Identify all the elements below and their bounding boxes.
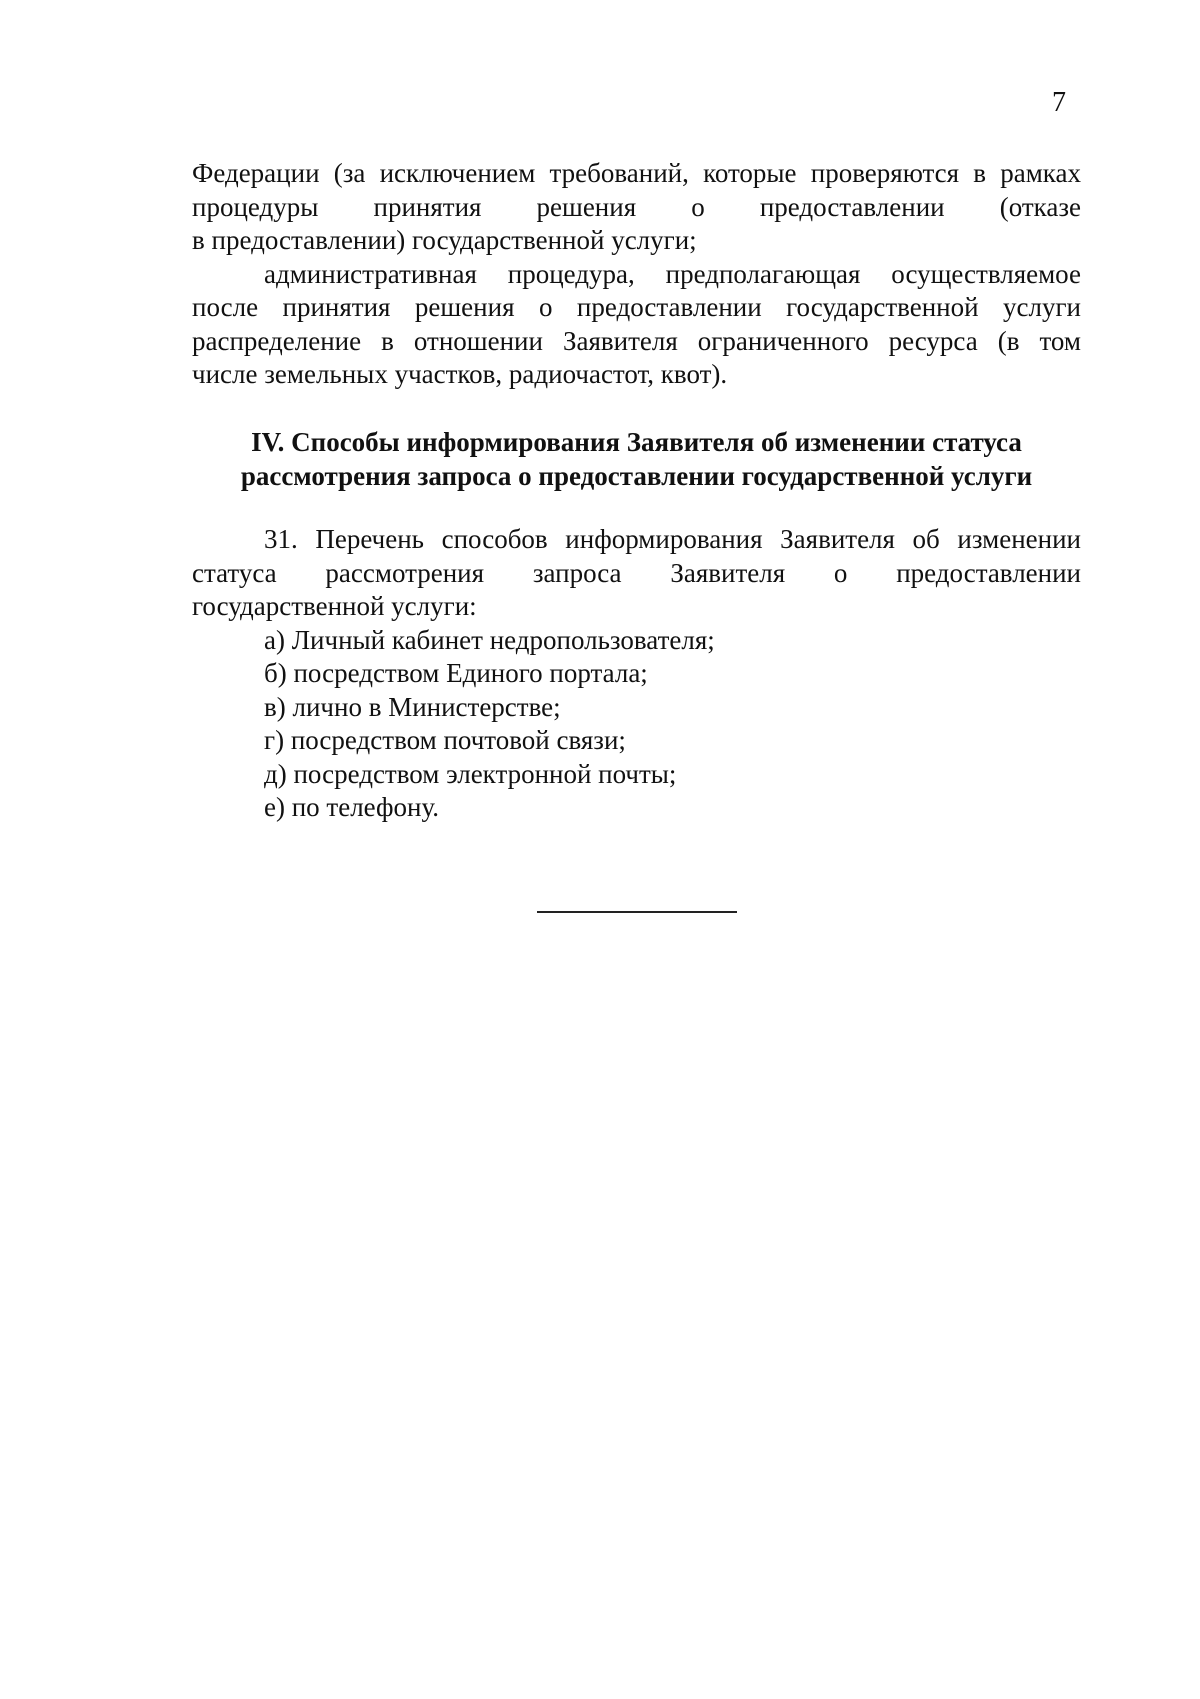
paragraph-line: распределение в отношении Заявителя ограниченного ресурса (в том: [192, 325, 1081, 356]
paragraph-line: Федерации (за исключением требований, которые проверяются в рамках: [192, 158, 1081, 188]
paragraph-line: в предоставлении) государственной услуги;: [192, 225, 697, 255]
paragraph-line: процедуры принятия решения о предоставлении (отказе: [192, 191, 1081, 222]
text-block-top: [192, 157, 1081, 392]
paragraph-line: числе земельных участков, радиочастот, квот).: [192, 359, 728, 389]
paragraph-line: статуса рассмотрения запроса Заявителя о предоставлении: [192, 557, 1081, 588]
paragraph-line: 31. Перечень способов информирования Заявителя об изменении: [264, 524, 1081, 554]
section-heading: [192, 425, 1081, 493]
clause-31-intro: [192, 523, 1081, 624]
paragraph-line: после принятия решения о предоставлении государственной услуги: [192, 292, 1081, 322]
page-number: 7: [1052, 87, 1066, 118]
paragraph-continuation: [192, 157, 1081, 258]
paragraph-line: административная процедура, предполагающая осуществляемое: [264, 258, 1081, 289]
end-separator-line: [537, 911, 737, 913]
list-item: е) по телефону.: [264, 792, 439, 822]
section-heading-line: рассмотрения запроса о предоставлении государственной услуги: [240, 461, 1033, 491]
section-heading-line: IV. Способы информирования Заявителя об изменении статуса: [251, 427, 1022, 457]
clause-31-list: [192, 624, 1081, 825]
paragraph-line: государственной услуги:: [192, 591, 477, 621]
list-item: в) лично в Министерстве;: [264, 691, 561, 722]
list-item: д) посредством электронной почты;: [264, 758, 677, 789]
list-item: б) посредством Единого портала;: [264, 658, 648, 688]
list-item: г) посредством почтовой связи;: [264, 725, 626, 755]
text-block-clause-31: [192, 523, 1081, 825]
paragraph-administrative-procedure: [192, 258, 1081, 392]
list-item: а) Личный кабинет недропользователя;: [264, 624, 715, 655]
